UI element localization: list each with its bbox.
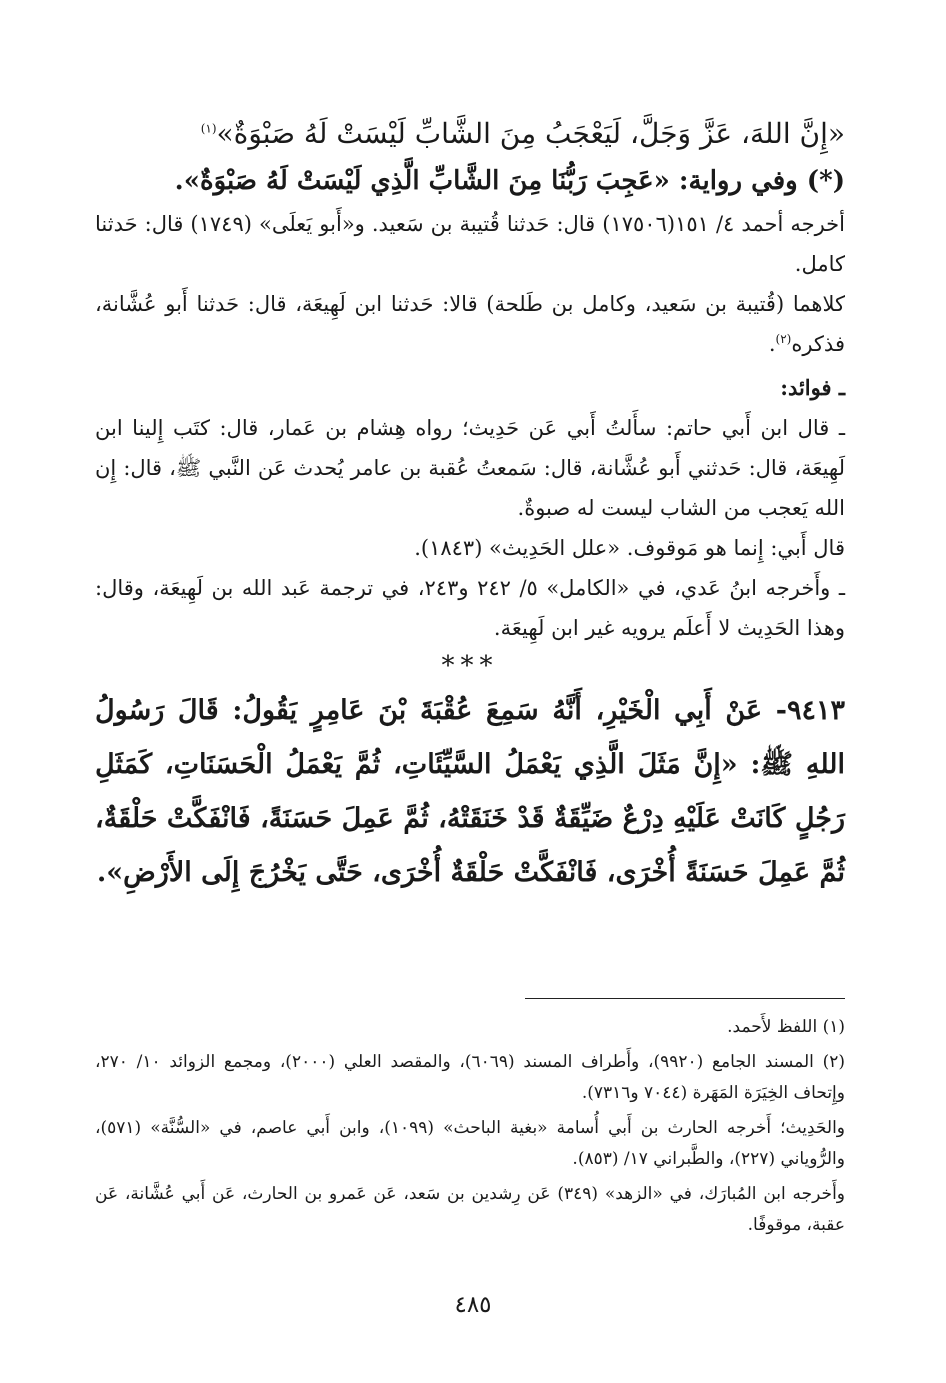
- footnote-ref-2[interactable]: (٢): [775, 332, 792, 346]
- hadith-quote: [95, 110, 845, 158]
- hadith-quote-text: «إِنَّ اللهَ، عَزَّ وَجَلَّ، لَيَعْجَبُ مِنَ الشَّابِّ لَيْسَتْ لَهُ صَبْوَةٌ»: [216, 117, 845, 150]
- footnotes: [95, 1012, 845, 1245]
- fawaid-paragraph-1: ـ قال ابن أَبي حاتم: سأَلتُ أَبي عَن حَدِيث؛ رواه هِشام بن عَمار، قال: كتَب إِلينا ابن لَهِيعَة، قال: حَدثني أَبو عُشَّانة، قال: سَمعتُ عُقبة بن عامر يُحدث عَن النَّبي ﷺ، قال: إِن الله يَعجب من الشاب ليست له صبوةٌ.: [95, 416, 845, 520]
- riwaya-line: (*) وفي رواية: «عَجِبَ رَبُّنَا مِنَ الشَّابِّ الَّذِي لَيْسَتْ لَهُ صَبْوَةٌ».: [174, 166, 845, 196]
- footnote-ref-1[interactable]: (١): [200, 121, 217, 136]
- kilahuma-paragraph: كلاهما (قُتيبة بن سَعيد، وكامل بن طَلحة) قالا: حَدثنا ابن لَهِيعَة، قال: حَدثنا أَبو عُشَّانة، فذكره$^{(٢)}$.: [95, 292, 845, 356]
- fawaid-heading: ـ فوائد:: [780, 375, 845, 400]
- fawaid-paragraph-3: ـ وأَخرجه ابنُ عَدي، في «الكامل» ٥/ ٢٤٢ و٢٤٣، في ترجمة عَبد الله بن لَهِيعَة، وقال: وهذا الحَدِيث لا أَعلَم يرويه غير ابن لَهِيعَة.: [95, 576, 845, 640]
- footnote-2-continued-2: وأَخرجه ابن المُبارَك، في «الزهد» (٣٤٩) عَن رِشدين بن سَعد، عَن عَمرو بن الحارث، عَن أَبي عُشَّانة، عَن عقبة، موقوفًا.: [95, 1184, 846, 1235]
- footnote-2-continued: والحَدِيث؛ أَخرجه الحارث بن أَبي أُسامة «بغية الباحث» (١٠٩٩)، وابن أَبي عاصم، في «السُّنَّة» (٥٧١)، والرُّوياني (٢٢٧)، والطَّبراني ١٧/ (٨٥٣).: [95, 1118, 845, 1169]
- footnote-1: (١) اللفظ لأَحمد.: [727, 1017, 845, 1037]
- footnote-divider: [525, 998, 845, 999]
- main-text: [95, 110, 845, 900]
- section-separator: ***: [441, 651, 499, 681]
- footnote-2: (٢) المسند الجامع (٩٩٢٠)، وأَطراف المسند (٦٠٦٩)، والمقصد العلي (٢٠٠٠)، ومجمع الزوائد ١٠/ ٢٧٠، وإِتحاف الخِيَرَة المَهَرة (٧٠٤٤ و٧٣١٦).: [95, 1052, 846, 1103]
- page-number: ٤٨٥: [454, 1292, 492, 1318]
- takhrij-paragraph: أخرجه أحمد ٤/ ١٥١(١٧٥٠٦) قال: حَدثنا قُتيبة بن سَعيد. و«أَبو يَعلَى» (١٧٤٩) قال: حَدثنا كامل.: [95, 212, 845, 276]
- main-hadith: ٩٤١٣- عَنْ أَبِي الْخَيْرِ، أَنَّهُ سَمِعَ عُقْبَةَ بْنَ عَامِرٍ يَقُولُ: قَالَ رَسُولُ اللهِ ﷺ: «إِنَّ مَثَلَ الَّذِي يَعْمَلُ السَّيِّئَاتِ، ثُمَّ يَعْمَلُ الْحَسَنَاتِ، كَمَثَلِ رَجُلٍ كَانَتْ عَلَيْهِ دِرْعٌ ضَيِّقَةٌ قَدْ خَنَقَتْهُ، ثُمَّ عَمِلَ حَسَنَةً، فَانْفَكَّتْ حَلْقَةٌ، ثُمَّ عَمِلَ حَسَنَةً أُخْرَى، فَانْفَكَّتْ حَلْقَةٌ أُخْرَى، حَتَّى يَخْرُجَ إِلَى الأَرْضِ».: [95, 695, 845, 888]
- fawaid-paragraph-2: قال أَبي: إِنما هو مَوقوف. «علل الحَدِيث» (١٨٤٣).: [414, 536, 845, 560]
- kilahuma-text: كلاهما (قُتيبة بن سَعيد، وكامل بن طَلحة) قالا: حَدثنا ابن لَهِيعَة، قال: حَدثنا أَبو عُشَّانة، فذكره: [95, 292, 845, 356]
